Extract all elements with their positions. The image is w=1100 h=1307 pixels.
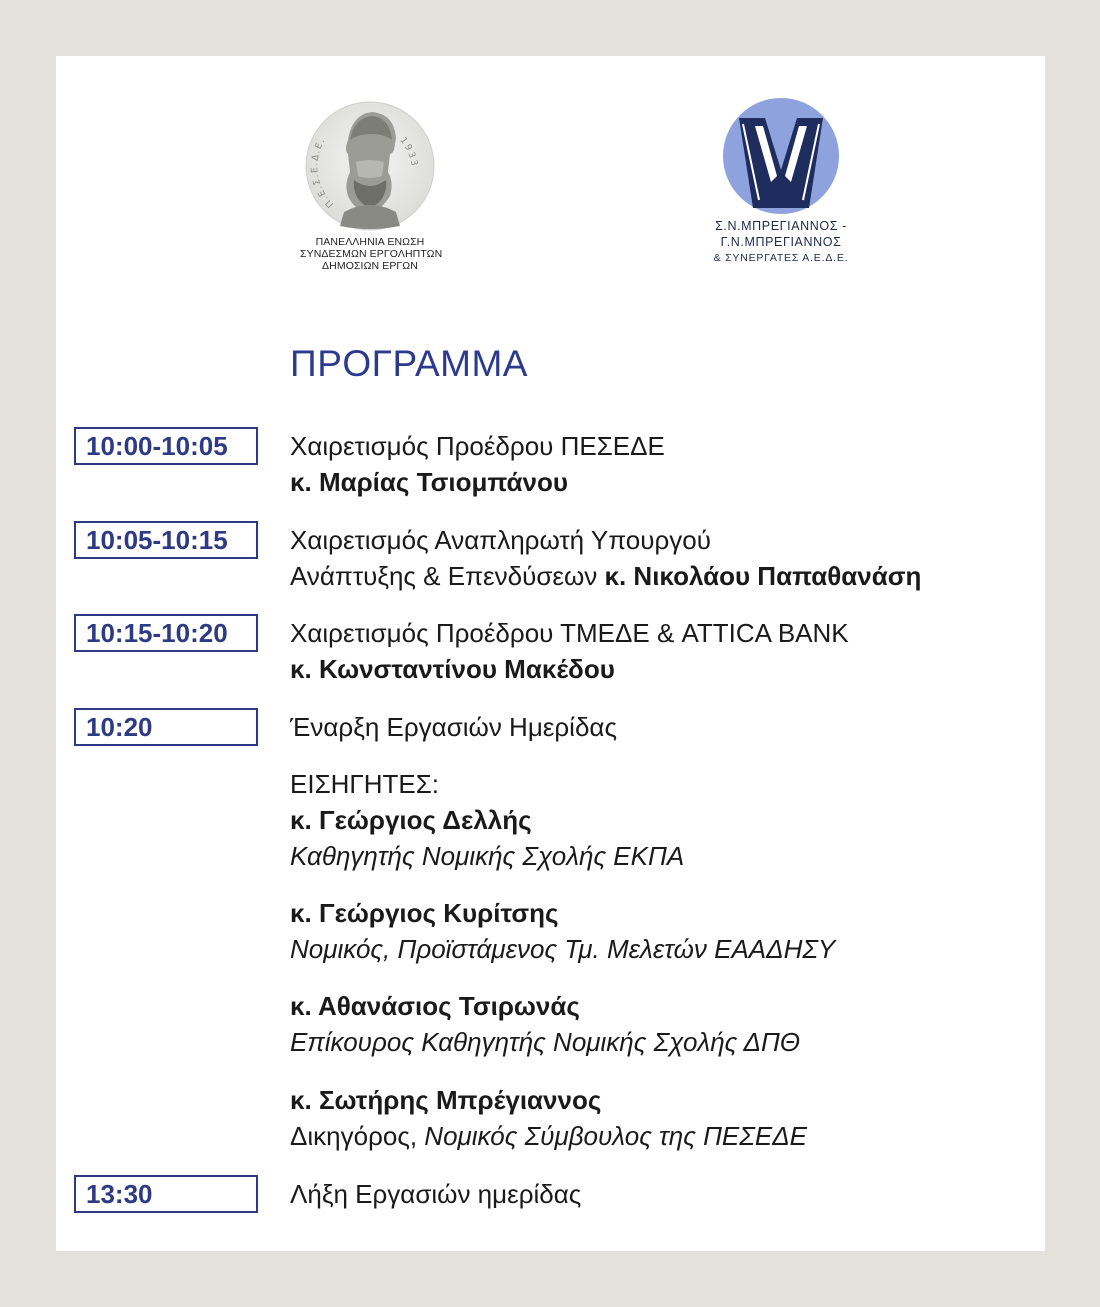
- bregiannos-caption-line: Σ.Ν.ΜΠΡΕΓΙΑΝΝΟΣ -: [715, 219, 847, 233]
- pesede-caption-line: ΔΗΜΟΣΙΩΝ ΕΡΓΩΝ: [322, 260, 418, 272]
- speakers-heading: ΕΙΣΗΓΗΤΕΣ:: [290, 769, 440, 799]
- entry-speaker: κ. Κωνσταντίνου Μακέδου: [290, 654, 615, 684]
- closing-text: Λήξη Εργασιών ημερίδας: [290, 1179, 582, 1209]
- bregiannos-logo: [686, 96, 876, 266]
- speaker-role: Νομικός, Προϊστάμενος Τμ. Μελετών ΕΑΑΔΗΣΥ: [290, 934, 836, 964]
- speaker-name: κ. Σωτήρης Μπρέγιαννος: [290, 1085, 602, 1115]
- entry-title: Χαιρετισμός Προέδρου ΤΜΕΔΕ & ATTICA BANK: [290, 618, 849, 648]
- entry-title: Έναρξη Εργασιών Ημερίδας: [290, 712, 617, 742]
- speaker-name: κ. Γεώργιος Κυρίτσης: [290, 898, 559, 928]
- program-card: [56, 56, 1045, 1251]
- bregiannos-caption-line: & ΣΥΝΕΡΓΑΤΕΣ Α.Ε.Δ.Ε.: [713, 252, 849, 264]
- pesede-logo: [300, 100, 443, 272]
- time-slot-4: 10:20: [74, 708, 258, 746]
- time-slot-2: 10:05-10:15: [74, 521, 258, 559]
- schedule-entry-4: [290, 709, 617, 745]
- speaker-block: [290, 988, 800, 1060]
- medallion-ring-text: Π.Ε.Σ.Ε.Δ.Ε.: [310, 135, 337, 209]
- time-slot-closing: 13:30: [74, 1175, 258, 1213]
- speaker-role: Καθηγητής Νομικής Σχολής ΕΚΠΑ: [290, 841, 685, 871]
- entry-title: Χαιρετισμός Προέδρου ΠΕΣΕΔΕ: [290, 431, 665, 461]
- speaker-role: Επίκουρος Καθηγητής Νομικής Σχολής ΔΠΘ: [290, 1027, 801, 1057]
- pesede-caption: [300, 236, 443, 272]
- pericles-medallion-icon: [304, 100, 436, 232]
- bregiannos-caption: [686, 218, 876, 266]
- schedule-entry-2: [290, 522, 921, 594]
- speaker-role-plain: Δικηγόρος,: [290, 1121, 425, 1151]
- time-slot-3: 10:15-10:20: [74, 614, 258, 652]
- schedule-entry-1: [290, 428, 665, 500]
- medallion-year: 1933: [397, 135, 419, 169]
- entry-speaker: κ. Νικολάου Παπαθανάση: [604, 561, 922, 591]
- bregiannos-caption-line: Γ.Ν.ΜΠΡΕΓΙΑΝΝΟΣ: [720, 235, 842, 249]
- entry-title: Χαιρετισμός Αναπληρωτή Υπουργού: [290, 525, 711, 555]
- closing-entry: [290, 1176, 581, 1212]
- pesede-caption-line: ΣΥΝΔΕΣΜΩΝ ΕΡΓΟΛΗΠΤΩΝ: [300, 248, 443, 260]
- pesede-caption-line: ΠΑΝΕΛΛΗΝΙΑ ΕΝΩΣΗ: [315, 236, 425, 248]
- program-title: ΠΡΟΓΡΑΜΜΑ: [290, 343, 528, 384]
- scales-monogram-icon: [719, 96, 843, 216]
- speaker-block: [290, 895, 835, 967]
- speaker-role-italic: Νομικός Σύμβουλος της ΠΕΣΕΔΕ: [424, 1121, 807, 1151]
- speakers-section: [290, 766, 684, 874]
- time-slot-1: 10:00-10:05: [74, 427, 258, 465]
- speaker-block: [290, 1082, 807, 1154]
- speaker-name: κ. Αθανάσιος Τσιρωνάς: [290, 991, 580, 1021]
- entry-speaker: κ. Μαρίας Τσιομπάνου: [290, 467, 569, 497]
- speaker-name: κ. Γεώργιος Δελλής: [290, 805, 532, 835]
- entry-subline: [290, 558, 921, 594]
- entry-ministry: Ανάπτυξης & Επενδύσεων: [290, 561, 605, 591]
- speaker-role: [290, 1118, 807, 1154]
- schedule-entry-3: [290, 615, 849, 687]
